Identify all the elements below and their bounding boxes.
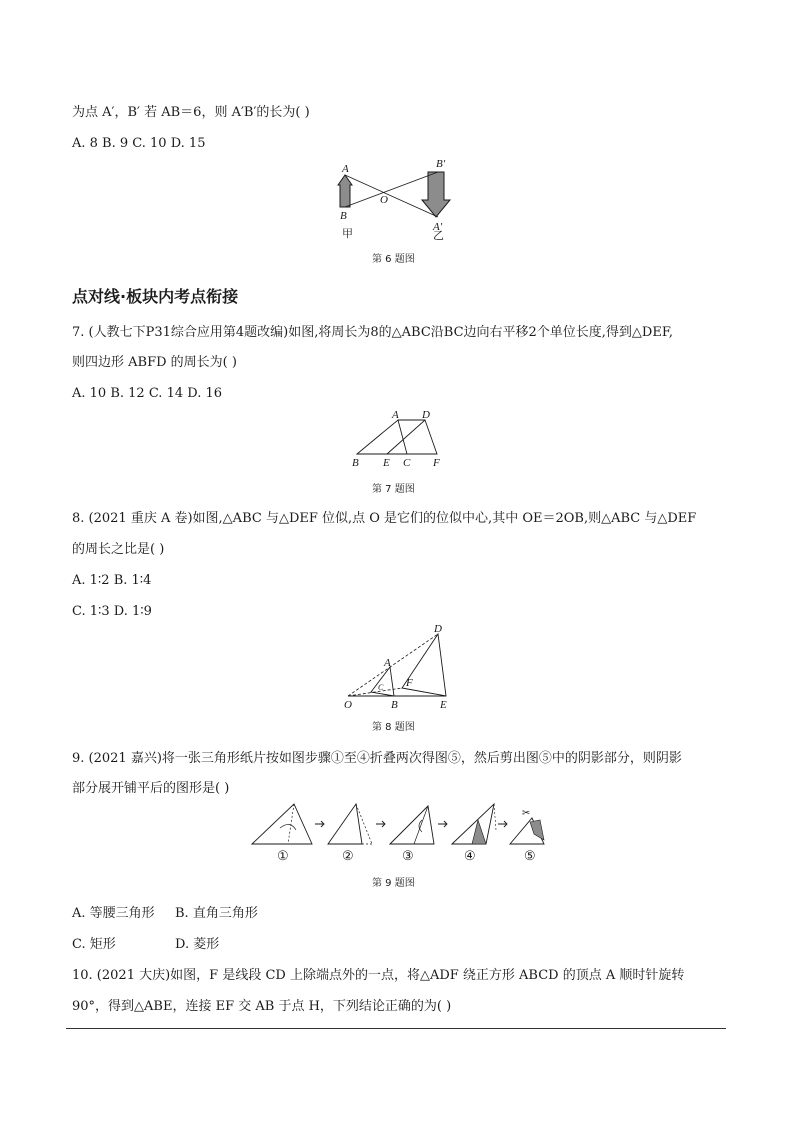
q6-label-jia: 甲 <box>342 228 353 240</box>
q9-step-label-3: ③ <box>402 848 414 863</box>
q8-caption: 第 8 题图 <box>372 722 415 733</box>
q7-figure <box>345 408 455 470</box>
q7-label-C: C <box>403 457 411 469</box>
q9-step3-triangle <box>390 806 434 844</box>
q6-line: 为点 A′，B′ 若 AB＝6，则 A′B′的长为( ) <box>72 105 310 120</box>
q10-line1: 10. (2021 大庆)如图，F 是线段 CD 上除端点外的一点，将△ADF 绕正方形 ABCD 的顶点 A 顺时针旋转 <box>72 968 685 983</box>
q8-label-A: A <box>384 657 391 669</box>
q9-step4-dash <box>494 804 496 830</box>
q7-triangle-DEF <box>387 420 437 454</box>
q9-option-b: B. 直角三角形 <box>175 906 258 921</box>
q8-options-row2: C. 1∶3 D. 1∶9 <box>72 604 152 619</box>
q8-label-E: E <box>440 699 447 711</box>
q7-options: A. 10 B. 12 C. 14 D. 16 <box>72 386 223 401</box>
section-title: 点对线·板块内考点衔接 <box>72 287 239 306</box>
q8-label-F: F <box>406 677 413 689</box>
q9-step-label-2: ② <box>342 848 354 863</box>
q9-step4-shade <box>472 820 486 844</box>
q9-arrow-4 <box>498 821 507 827</box>
q6-figure <box>320 155 480 245</box>
q9-step4-triangle <box>452 804 494 844</box>
q6-label-A: A <box>342 163 349 175</box>
q6-arrow-jia <box>338 175 352 207</box>
q6-line-AB <box>345 175 438 217</box>
q7-label-E: E <box>383 457 390 469</box>
q9-arrow-2 <box>376 821 385 827</box>
q9-step-label-5: ⑤ <box>524 848 536 863</box>
page-bottom-rule <box>66 1028 726 1029</box>
q9-option-c: C. 矩形 <box>72 937 116 952</box>
q7-caption: 第 7 题图 <box>372 484 415 495</box>
q8-label-D: D <box>434 623 442 635</box>
q9-scissors-icon: ✂ <box>522 808 531 819</box>
q9-step2-triangle <box>328 804 362 844</box>
q9-line1: 9. (2021 嘉兴)将一张三角形纸片按如图步骤①至④折叠两次得图⑤，然后剪出图⑤中的阴影部分，则阴影 <box>72 751 682 766</box>
q6-label-B: B <box>340 210 347 222</box>
q8-line2: 的周长之比是( ) <box>72 542 165 557</box>
q8-label-O: O <box>344 699 352 711</box>
q8-figure <box>340 622 460 712</box>
q6-label-Ap: A′ <box>433 221 443 233</box>
q9-step-label-1: ① <box>277 848 289 863</box>
q7-label-A: A <box>392 409 399 421</box>
q10-line2: 90°，得到△ABE，连接 EF 交 AB 于点 H，下列结论正确的为( ) <box>72 999 452 1014</box>
q8-label-C: C <box>378 683 384 692</box>
q9-step2-dash <box>356 804 372 844</box>
q9-step3-fold <box>414 806 428 844</box>
q7-line2: 则四边形 ABFD 的周长为( ) <box>72 355 237 370</box>
q9-figure <box>250 800 550 866</box>
q9-option-a: A. 等腰三角形 <box>72 906 155 921</box>
q8-line1: 8. (2021 重庆 A 卷)如图,△ABC 与△DEF 位似,点 O 是它们的位似中心,其中 OE＝2OB,则△ABC 与△DEF <box>72 511 697 526</box>
q9-step1-arrow <box>280 824 296 830</box>
q9-line2: 部分展开铺平后的图形是( ) <box>72 781 230 796</box>
q6-arrow-yi <box>422 172 450 217</box>
q6-caption: 第 6 题图 <box>372 254 415 265</box>
q9-option-d: D. 菱形 <box>175 937 220 952</box>
q9-step5-shade <box>530 820 544 840</box>
q8-label-B: B <box>391 699 398 711</box>
q6-options: A. 8 B. 9 C. 10 D. 15 <box>72 136 206 151</box>
q9-arrow-1 <box>315 821 324 827</box>
q9-caption: 第 9 题图 <box>372 878 415 889</box>
q9-step1-fold <box>288 804 294 844</box>
q9-step1-triangle <box>252 804 312 844</box>
q9-arrow-3 <box>438 821 447 827</box>
q7-line1: 7. (人教七下P31综合应用第4题改编)如图,将周长为8的△ABC沿BC边向右平移2个单位长度,得到△DEF, <box>72 325 673 340</box>
q9-step-label-4: ④ <box>464 848 476 863</box>
q6-label-yi: 乙 <box>433 230 444 242</box>
q6-label-O: O <box>380 194 388 206</box>
q7-label-D: D <box>422 409 430 421</box>
q7-label-F: F <box>433 457 440 469</box>
q8-options-row1: A. 1∶2 B. 1∶4 <box>72 573 152 588</box>
q6-label-Bp: B′ <box>436 158 446 170</box>
q7-triangle-ABC <box>357 420 407 454</box>
q7-label-B: B <box>352 457 359 469</box>
